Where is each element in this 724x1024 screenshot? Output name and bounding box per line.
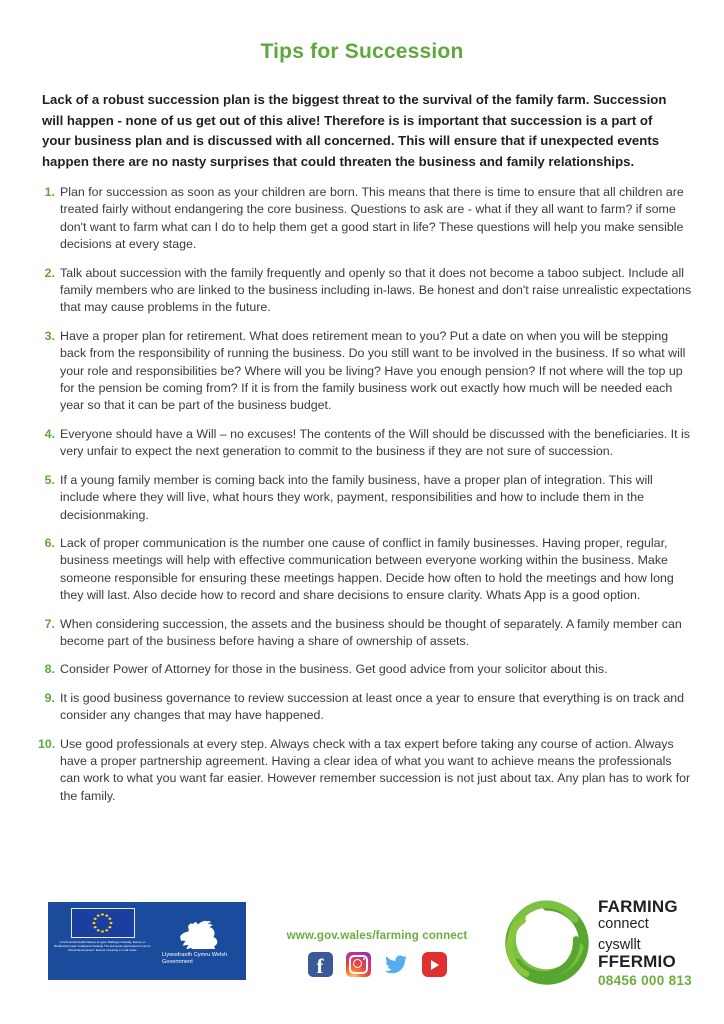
website-url[interactable]: www.gov.wales/farming connect <box>286 929 468 942</box>
list-item-text: Consider Power of Attorney for those in the business. Get good advice from your solicitor about this. <box>60 662 608 677</box>
list-item <box>38 265 693 317</box>
list-item-number: 9. <box>44 690 55 705</box>
list-item <box>38 184 693 254</box>
eu-flag-icon <box>71 908 135 938</box>
welsh-government-logo <box>156 902 246 980</box>
list-item-number: 1. <box>44 185 55 199</box>
list-item-text: Use good professionals at every step. Always check with a tax expert before taking any course of action. Always have a proper partnership agreement. Having a clear idea of what you want to achieve means the professionals can work to what you want far easier. However remember succession is not just about tax. Any plan has to work for the family. <box>60 736 691 803</box>
welsh-government-caption: Llywodraeth Cymru Welsh Government <box>162 952 228 966</box>
list-item-text: If a young family member is coming back into the family business, have a proper plan of integration. This will include where they will live, what hours they work, payment, responsibilities and how to include them in the decisionmaking. <box>60 472 653 522</box>
youtube-icon[interactable] <box>422 952 447 977</box>
youtube-play-glyph <box>431 960 439 970</box>
eu-welsh-government-logo <box>48 902 246 980</box>
page-footer <box>0 885 724 1005</box>
list-item-number: 7. <box>44 616 55 631</box>
list-item-text: It is good business governance to review succession at least once a year to ensure that everything is on track and consider any changes that may have happened. <box>60 690 685 723</box>
list-item <box>38 328 693 415</box>
page-title: Tips for Succession <box>260 40 464 63</box>
tips-list <box>38 184 693 816</box>
welsh-dragon-icon <box>177 909 225 949</box>
farming-connect-wordmark <box>598 898 692 988</box>
twitter-bird-glyph <box>384 955 408 975</box>
eu-funding-logo <box>48 902 156 980</box>
list-item <box>38 426 693 461</box>
eu-funding-caption: Cronfa Amaethyddol Ewrop ar gyfer Datblygu Gwledig: Ewrop yn Buddsoddi mewn Ardaloedd Gwledig The European Agricultural Fund for Rural Development: Europe investing in rural areas <box>54 940 151 952</box>
facebook-glyph: f <box>316 953 324 978</box>
list-item-number: 4. <box>44 426 55 441</box>
fc-line-cyswllt: cyswllt <box>598 936 641 953</box>
farming-connect-logo <box>504 893 704 993</box>
list-item <box>38 472 693 524</box>
list-item-number: 8. <box>44 662 55 677</box>
list-item-text: Talk about succession with the family frequently and openly so that it does not become a taboo subject. Include all family members who are linked to the business including in-laws. Be honest and don't raise unrealistic expectations that may cause problems in the future. <box>60 265 692 315</box>
intro-paragraph: Lack of a robust succession plan is the biggest threat to the survival of the family farm. Succession will happen - none of us get out of this alive! Therefore is is important that succession is a part of your business plan and is discussed with all concerned. This will ensure that if unexpected events happen there are no nasty surprises that could threaten the business and family relationships. <box>42 92 667 169</box>
list-item-text: Lack of proper communication is the number one cause of conflict in family businesses. Having proper, regular, business meetings will help with effective communication between everyone working within the business. Make someone responsible for ensuring these meetings happen. Decide how often to hold the meetings and how long they will last. Also decide how to record and share decisions to ensure clarity. Whats App is a good option. <box>60 535 674 603</box>
list-item-number: 3. <box>44 328 55 343</box>
social-links <box>262 952 492 977</box>
list-item-text: Plan for succession as soon as your children are born. This means that there is time to ensure that all children are treated fairly without endangering the core business. Questions to ask are - what if they all want to farm? if some don't want to farm what can I do to help them get a good start in life? These questions will help you make sensible decisions at every stage. <box>60 185 684 252</box>
list-item-number: 5. <box>44 472 55 487</box>
list-item-number: 10. <box>38 736 56 751</box>
twitter-icon[interactable] <box>384 952 409 977</box>
fc-line-farming: FARMING <box>598 897 678 917</box>
list-item <box>38 661 693 678</box>
web-and-social-block <box>262 929 492 977</box>
fc-line-ffermio: FFERMIO <box>598 952 676 972</box>
farming-connect-swirl-icon <box>504 900 590 986</box>
farming-connect-phone[interactable]: 08456 000 813 <box>598 973 692 989</box>
list-item <box>38 736 693 806</box>
list-item <box>38 690 693 725</box>
facebook-icon[interactable] <box>308 952 333 977</box>
instagram-icon[interactable] <box>346 952 371 977</box>
list-item-text: When considering succession, the assets and the business should be thought of separately. A family member can become part of the business before having a share of ownership of assets. <box>60 616 682 648</box>
fc-line-connect: connect <box>598 916 649 933</box>
list-item <box>38 616 693 651</box>
instagram-glyph <box>349 955 368 974</box>
list-item-text: Have a proper plan for retirement. What does retirement mean to you? Put a date on when you will be stepping back from the responsibility of running the business. Do you still want to be involved in the business. If so what will your role and responsibilities be? Where will you be living? Have you enough pension? If not where will the top up for the pension be coming from? If it is from the family business work out exactly how much will be needed each year so that it can be part of the business budget. <box>60 328 686 413</box>
list-item-text: Everyone should have a Will – no excuses! The contents of the Will should be discussed with the beneficiaries. It is very unfair to expect the next generation to commit to the business if they are not sure of succession. <box>60 426 690 459</box>
list-item <box>38 535 693 605</box>
list-item-number: 2. <box>44 265 55 280</box>
list-item-number: 6. <box>44 535 55 550</box>
